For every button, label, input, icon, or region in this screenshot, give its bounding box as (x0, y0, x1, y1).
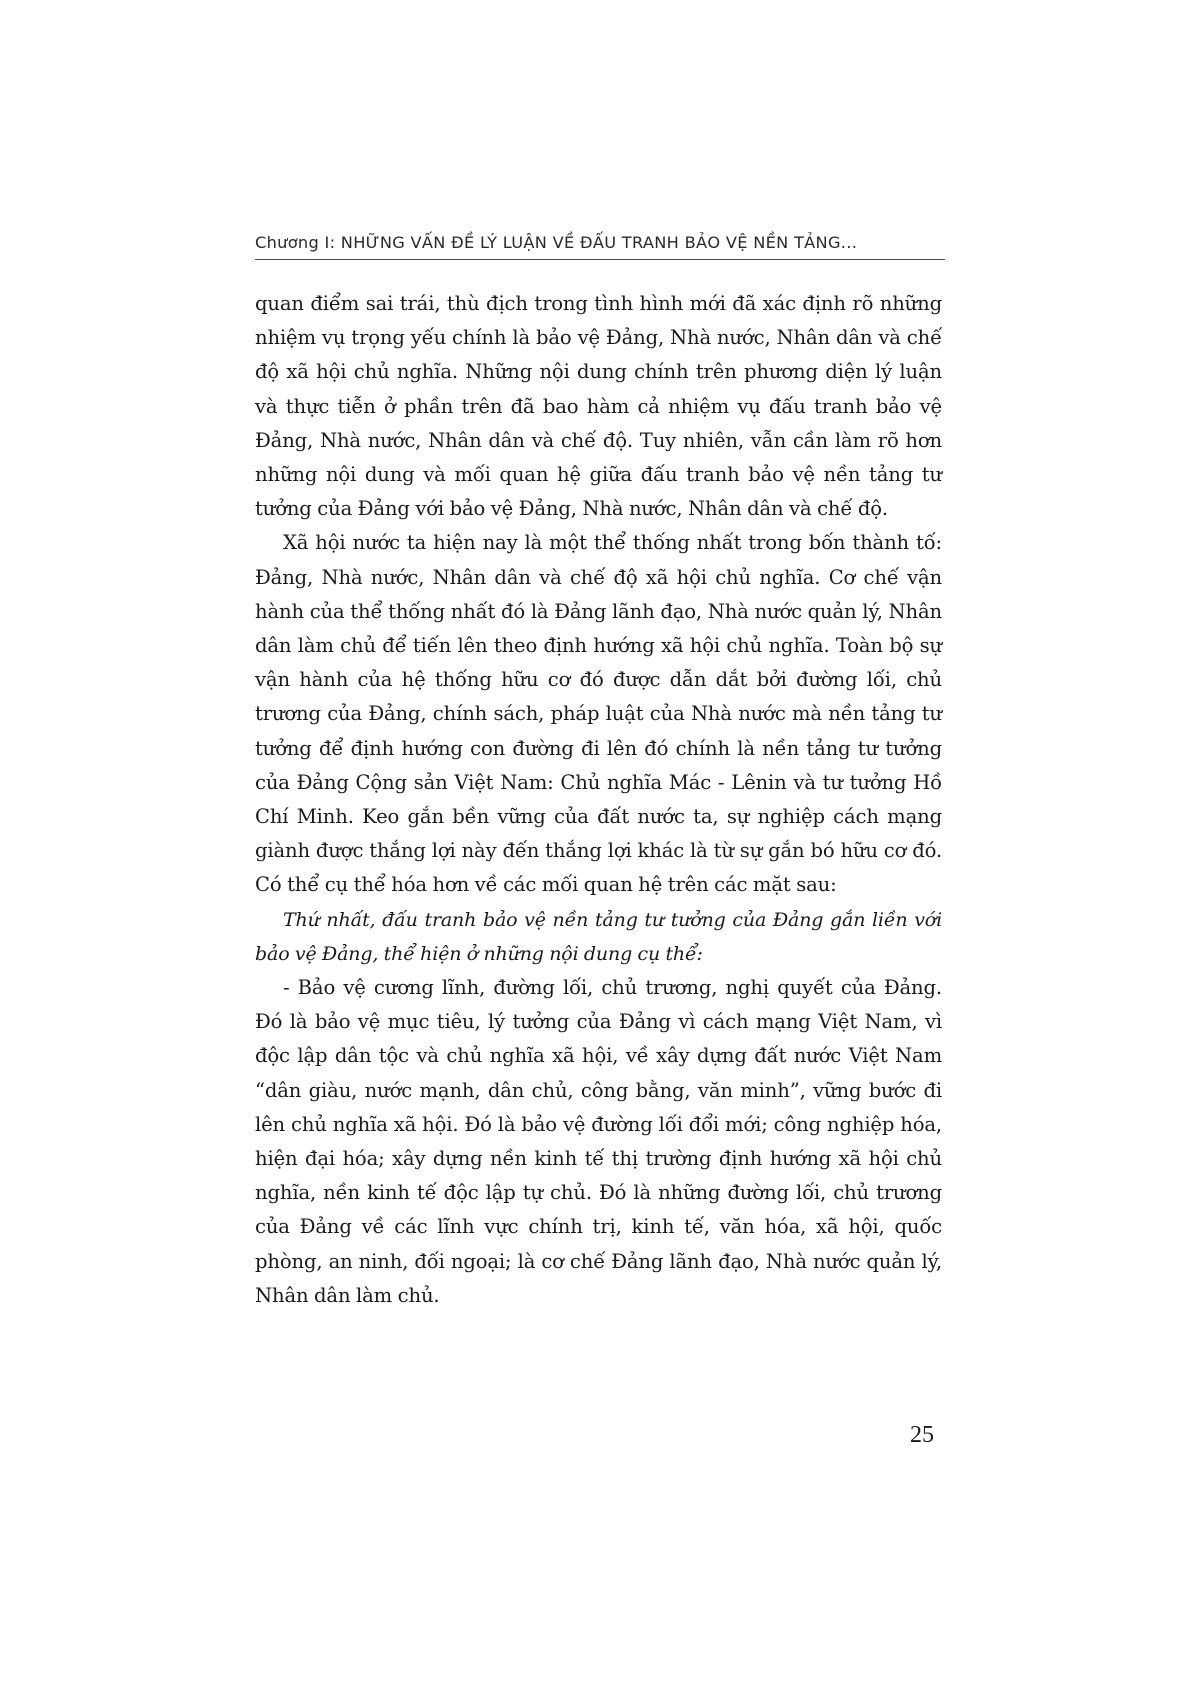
paragraph-protect-platform: - Bảo vệ cương lĩnh, đường lối, chủ trương, nghị quyết của Đảng. Đó là bảo vệ mục tiêu, lý tưởng của Đảng vì cách mạng Việt Nam, vì độc lập dân tộc và chủ nghĩa xã hội, về xây dựng đất nước Việt Nam “dân giàu, nước mạnh, dân chủ, công bằng, văn minh”, vững bước đi lên chủ nghĩa xã hội. Đó là bảo vệ đường lối đổi mới; công nghiệp hóa, hiện đại hóa; xây dựng nền kinh tế thị trường định hướng xã hội chủ nghĩa, nền kinh tế độc lập tự chủ. Đó là những đường lối, chủ trương của Đảng về các lĩnh vực chính trị, kinh tế, văn hóa, xã hội, quốc phòng, an ninh, đối ngoại; là cơ chế Đảng lãnh đạo, Nhà nước quản lý, Nhân dân làm chủ. (255, 976, 942, 1307)
page-number: 25 (910, 1422, 934, 1448)
paragraph-society: Xã hội nước ta hiện nay là một thể thống nhất trong bốn thành tố: Đảng, Nhà nước, Nhân dân và chế độ xã hội chủ nghĩa. Cơ chế vận hành của thể thống nhất đó là Đảng lãnh đạo, Nhà nước quản lý, Nhân dân làm chủ để tiến lên theo định hướng xã hội chủ nghĩa. Toàn bộ sự vận hành của hệ thống hữu cơ đó được dẫn dắt bởi đường lối, chủ trương của Đảng, chính sách, pháp luật của Nhà nước mà nền tảng tư tưởng để định hướng con đường đi lên đó chính là nền tảng tư tưởng của Đảng Cộng sản Việt Nam: Chủ nghĩa Mác - Lênin và tư tưởng Hồ Chí Minh. Keo gắn bền vững của đất nước ta, sự nghiệp cách mạng giành được thắng lợi này đến thắng lợi khác là từ sự gắn bó hữu cơ đó. Có thể cụ thể hóa hơn về các mối quan hệ trên các mặt sau: (255, 531, 942, 897)
body-text (255, 287, 942, 1313)
paragraph-continuation: quan điểm sai trái, thù địch trong tình hình mới đã xác định rõ những nhiệm vụ trọng yếu chính là bảo vệ Đảng, Nhà nước, Nhân dân và chế độ xã hội chủ nghĩa. Những nội dung chính trên phương diện lý luận và thực tiễn ở phần trên đã bao hàm cả nhiệm vụ đấu tranh bảo vệ Đảng, Nhà nước, Nhân dân và chế độ. Tuy nhiên, vẫn cần làm rõ hơn những nội dung và mối quan hệ giữa đấu tranh bảo vệ nền tảng tư tưởng của Đảng với bảo vệ Đảng, Nhà nước, Nhân dân và chế độ. (255, 292, 942, 521)
paragraph-first-point: Thứ nhất, đấu tranh bảo vệ nền tảng tư tưởng của Đảng gắn liền với bảo vệ Đảng, thể hiện ở những nội dung cụ thể: (255, 908, 942, 965)
running-header: Chương I: NHỮNG VẤN ĐỀ LÝ LUẬN VỀ ĐẤU TRANH BẢO VỆ NỀN TẢNG... (255, 233, 945, 260)
